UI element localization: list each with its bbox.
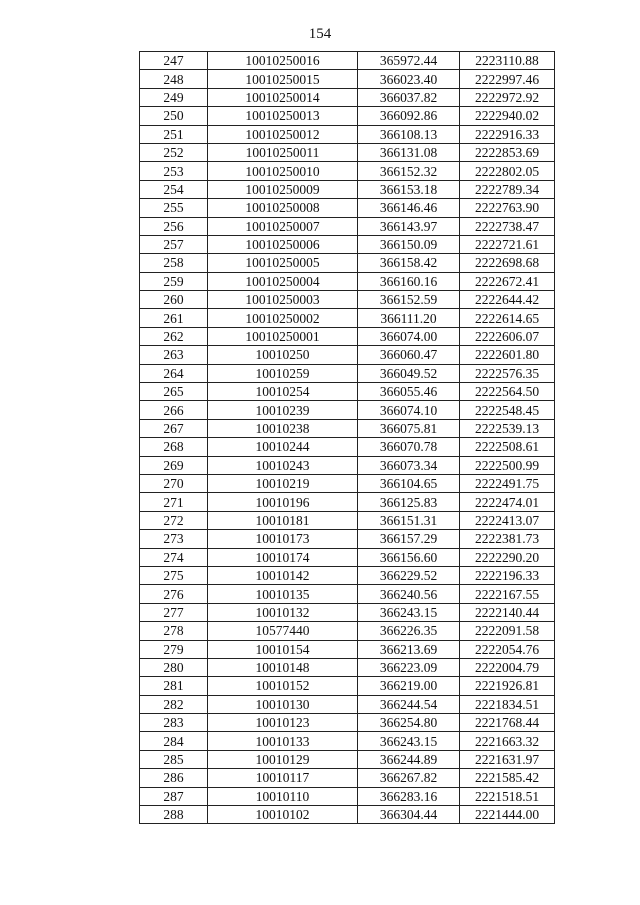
coordinates-table [139,51,555,824]
x-coordinate-cell: 366146.46 [358,199,460,217]
y-coordinate-cell: 2222789.34 [460,180,555,198]
x-coordinate-cell: 366283.16 [358,787,460,805]
x-coordinate-cell: 366023.40 [358,70,460,88]
point-id-cell: 10010250016 [208,52,358,70]
row-number-cell: 268 [140,438,208,456]
x-coordinate-cell: 366229.52 [358,566,460,584]
table-row [140,732,555,750]
row-number-cell: 261 [140,309,208,327]
point-id-cell: 10010154 [208,640,358,658]
row-number-cell: 285 [140,750,208,768]
point-id-cell: 10010133 [208,732,358,750]
point-id-cell: 10010117 [208,769,358,787]
x-coordinate-cell: 366226.35 [358,622,460,640]
table-row [140,143,555,161]
row-number-cell: 276 [140,585,208,603]
row-number-cell: 272 [140,511,208,529]
y-coordinate-cell: 2221663.32 [460,732,555,750]
x-coordinate-cell: 366108.13 [358,125,460,143]
row-number-cell: 263 [140,346,208,364]
row-number-cell: 270 [140,474,208,492]
row-number-cell: 282 [140,695,208,713]
table-row [140,456,555,474]
y-coordinate-cell: 2222672.41 [460,272,555,290]
point-id-cell: 10010250010 [208,162,358,180]
x-coordinate-cell: 366074.10 [358,401,460,419]
point-id-cell: 10010250 [208,346,358,364]
y-coordinate-cell: 2222500.99 [460,456,555,474]
y-coordinate-cell: 2221926.81 [460,677,555,695]
row-number-cell: 253 [140,162,208,180]
x-coordinate-cell: 366244.89 [358,750,460,768]
table-row [140,585,555,603]
row-number-cell: 260 [140,291,208,309]
row-number-cell: 249 [140,88,208,106]
y-coordinate-cell: 2222196.33 [460,566,555,584]
y-coordinate-cell: 2222381.73 [460,530,555,548]
table-row [140,199,555,217]
table-row [140,806,555,824]
x-coordinate-cell: 366151.31 [358,511,460,529]
x-coordinate-cell: 366223.09 [358,658,460,676]
point-id-cell: 10010250009 [208,180,358,198]
row-number-cell: 262 [140,327,208,345]
point-id-cell: 10010110 [208,787,358,805]
point-id-cell: 10010135 [208,585,358,603]
table-row [140,364,555,382]
x-coordinate-cell: 366152.59 [358,291,460,309]
y-coordinate-cell: 2223110.88 [460,52,555,70]
page-number: 154 [308,26,332,42]
y-coordinate-cell: 2222614.65 [460,309,555,327]
y-coordinate-cell: 2222916.33 [460,125,555,143]
y-coordinate-cell: 2221834.51 [460,695,555,713]
row-number-cell: 284 [140,732,208,750]
row-number-cell: 281 [140,677,208,695]
x-coordinate-cell: 366060.47 [358,346,460,364]
row-number-cell: 271 [140,493,208,511]
row-number-cell: 283 [140,714,208,732]
point-id-cell: 10010259 [208,364,358,382]
table-row [140,622,555,640]
point-id-cell: 10010250003 [208,291,358,309]
table-row [140,327,555,345]
table-row [140,566,555,584]
point-id-cell: 10010244 [208,438,358,456]
table-row [140,401,555,419]
point-id-cell: 10010250007 [208,217,358,235]
row-number-cell: 274 [140,548,208,566]
point-id-cell: 10010250008 [208,199,358,217]
y-coordinate-cell: 2222491.75 [460,474,555,492]
point-id-cell: 10577440 [208,622,358,640]
row-number-cell: 287 [140,787,208,805]
y-coordinate-cell: 2221768.44 [460,714,555,732]
y-coordinate-cell: 2222606.07 [460,327,555,345]
x-coordinate-cell: 366150.09 [358,235,460,253]
row-number-cell: 280 [140,658,208,676]
y-coordinate-cell: 2222564.50 [460,383,555,401]
row-number-cell: 251 [140,125,208,143]
y-coordinate-cell: 2222698.68 [460,254,555,272]
row-number-cell: 264 [140,364,208,382]
x-coordinate-cell: 366075.81 [358,419,460,437]
table-row [140,769,555,787]
x-coordinate-cell: 366037.82 [358,88,460,106]
table-row [140,162,555,180]
row-number-cell: 273 [140,530,208,548]
table-row [140,88,555,106]
table-row [140,714,555,732]
point-id-cell: 10010148 [208,658,358,676]
row-number-cell: 266 [140,401,208,419]
x-coordinate-cell: 366156.60 [358,548,460,566]
row-number-cell: 252 [140,143,208,161]
point-id-cell: 10010243 [208,456,358,474]
y-coordinate-cell: 2222290.20 [460,548,555,566]
table-row [140,640,555,658]
point-id-cell: 10010123 [208,714,358,732]
x-coordinate-cell: 366111.20 [358,309,460,327]
table-row [140,70,555,88]
y-coordinate-cell: 2222802.05 [460,162,555,180]
x-coordinate-cell: 365972.44 [358,52,460,70]
x-coordinate-cell: 366070.78 [358,438,460,456]
table-row [140,787,555,805]
row-number-cell: 256 [140,217,208,235]
y-coordinate-cell: 2222601.80 [460,346,555,364]
x-coordinate-cell: 366153.18 [358,180,460,198]
x-coordinate-cell: 366243.15 [358,603,460,621]
row-number-cell: 247 [140,52,208,70]
y-coordinate-cell: 2222972.92 [460,88,555,106]
x-coordinate-cell: 366157.29 [358,530,460,548]
row-number-cell: 278 [140,622,208,640]
point-id-cell: 10010250001 [208,327,358,345]
y-coordinate-cell: 2221444.00 [460,806,555,824]
y-coordinate-cell: 2222004.79 [460,658,555,676]
x-coordinate-cell: 366254.80 [358,714,460,732]
row-number-cell: 255 [140,199,208,217]
table-row [140,658,555,676]
y-coordinate-cell: 2221631.97 [460,750,555,768]
table-row [140,52,555,70]
x-coordinate-cell: 366243.15 [358,732,460,750]
point-id-cell: 10010152 [208,677,358,695]
coordinates-table-body [140,52,555,824]
x-coordinate-cell: 366158.42 [358,254,460,272]
row-number-cell: 269 [140,456,208,474]
row-number-cell: 259 [140,272,208,290]
x-coordinate-cell: 366267.82 [358,769,460,787]
row-number-cell: 279 [140,640,208,658]
y-coordinate-cell: 2222940.02 [460,107,555,125]
x-coordinate-cell: 366125.83 [358,493,460,511]
table-row [140,180,555,198]
point-id-cell: 10010181 [208,511,358,529]
point-id-cell: 10010250015 [208,70,358,88]
table-row [140,346,555,364]
x-coordinate-cell: 366131.08 [358,143,460,161]
y-coordinate-cell: 2222508.61 [460,438,555,456]
x-coordinate-cell: 366219.00 [358,677,460,695]
point-id-cell: 10010250005 [208,254,358,272]
table-row [140,750,555,768]
row-number-cell: 250 [140,107,208,125]
table-row [140,511,555,529]
table-row [140,493,555,511]
point-id-cell: 10010174 [208,548,358,566]
table-row [140,309,555,327]
table-row [140,474,555,492]
table-row [140,217,555,235]
point-id-cell: 10010250011 [208,143,358,161]
x-coordinate-cell: 366160.16 [358,272,460,290]
y-coordinate-cell: 2222140.44 [460,603,555,621]
table-row [140,695,555,713]
row-number-cell: 267 [140,419,208,437]
y-coordinate-cell: 2222539.13 [460,419,555,437]
row-number-cell: 257 [140,235,208,253]
x-coordinate-cell: 366152.32 [358,162,460,180]
point-id-cell: 10010250012 [208,125,358,143]
y-coordinate-cell: 2222474.01 [460,493,555,511]
point-id-cell: 10010142 [208,566,358,584]
x-coordinate-cell: 366092.86 [358,107,460,125]
y-coordinate-cell: 2222548.45 [460,401,555,419]
point-id-cell: 10010250002 [208,309,358,327]
point-id-cell: 10010254 [208,383,358,401]
row-number-cell: 258 [140,254,208,272]
x-coordinate-cell: 366055.46 [358,383,460,401]
x-coordinate-cell: 366143.97 [358,217,460,235]
table-row [140,603,555,621]
x-coordinate-cell: 366304.44 [358,806,460,824]
y-coordinate-cell: 2222763.90 [460,199,555,217]
y-coordinate-cell: 2222091.58 [460,622,555,640]
y-coordinate-cell: 2222054.76 [460,640,555,658]
row-number-cell: 248 [140,70,208,88]
x-coordinate-cell: 366244.54 [358,695,460,713]
row-number-cell: 265 [140,383,208,401]
table-row [140,254,555,272]
x-coordinate-cell: 366104.65 [358,474,460,492]
x-coordinate-cell: 366240.56 [358,585,460,603]
y-coordinate-cell: 2222576.35 [460,364,555,382]
point-id-cell: 10010238 [208,419,358,437]
x-coordinate-cell: 366073.34 [358,456,460,474]
table-row [140,235,555,253]
table-row [140,438,555,456]
point-id-cell: 10010250004 [208,272,358,290]
x-coordinate-cell: 366213.69 [358,640,460,658]
table-row [140,107,555,125]
row-number-cell: 277 [140,603,208,621]
point-id-cell: 10010132 [208,603,358,621]
point-id-cell: 10010129 [208,750,358,768]
point-id-cell: 10010130 [208,695,358,713]
row-number-cell: 286 [140,769,208,787]
y-coordinate-cell: 2222853.69 [460,143,555,161]
table-row [140,419,555,437]
row-number-cell: 288 [140,806,208,824]
x-coordinate-cell: 366074.00 [358,327,460,345]
table-row [140,677,555,695]
point-id-cell: 10010250013 [208,107,358,125]
table-row [140,291,555,309]
y-coordinate-cell: 2222997.46 [460,70,555,88]
table-row [140,530,555,548]
y-coordinate-cell: 2221518.51 [460,787,555,805]
y-coordinate-cell: 2222738.47 [460,217,555,235]
point-id-cell: 10010196 [208,493,358,511]
point-id-cell: 10010250014 [208,88,358,106]
y-coordinate-cell: 2222413.07 [460,511,555,529]
table-row [140,548,555,566]
table-row [140,383,555,401]
row-number-cell: 254 [140,180,208,198]
point-id-cell: 10010102 [208,806,358,824]
y-coordinate-cell: 2222644.42 [460,291,555,309]
point-id-cell: 10010173 [208,530,358,548]
point-id-cell: 10010239 [208,401,358,419]
y-coordinate-cell: 2221585.42 [460,769,555,787]
point-id-cell: 10010250006 [208,235,358,253]
table-row [140,125,555,143]
y-coordinate-cell: 2222167.55 [460,585,555,603]
table-row [140,272,555,290]
point-id-cell: 10010219 [208,474,358,492]
row-number-cell: 275 [140,566,208,584]
x-coordinate-cell: 366049.52 [358,364,460,382]
y-coordinate-cell: 2222721.61 [460,235,555,253]
